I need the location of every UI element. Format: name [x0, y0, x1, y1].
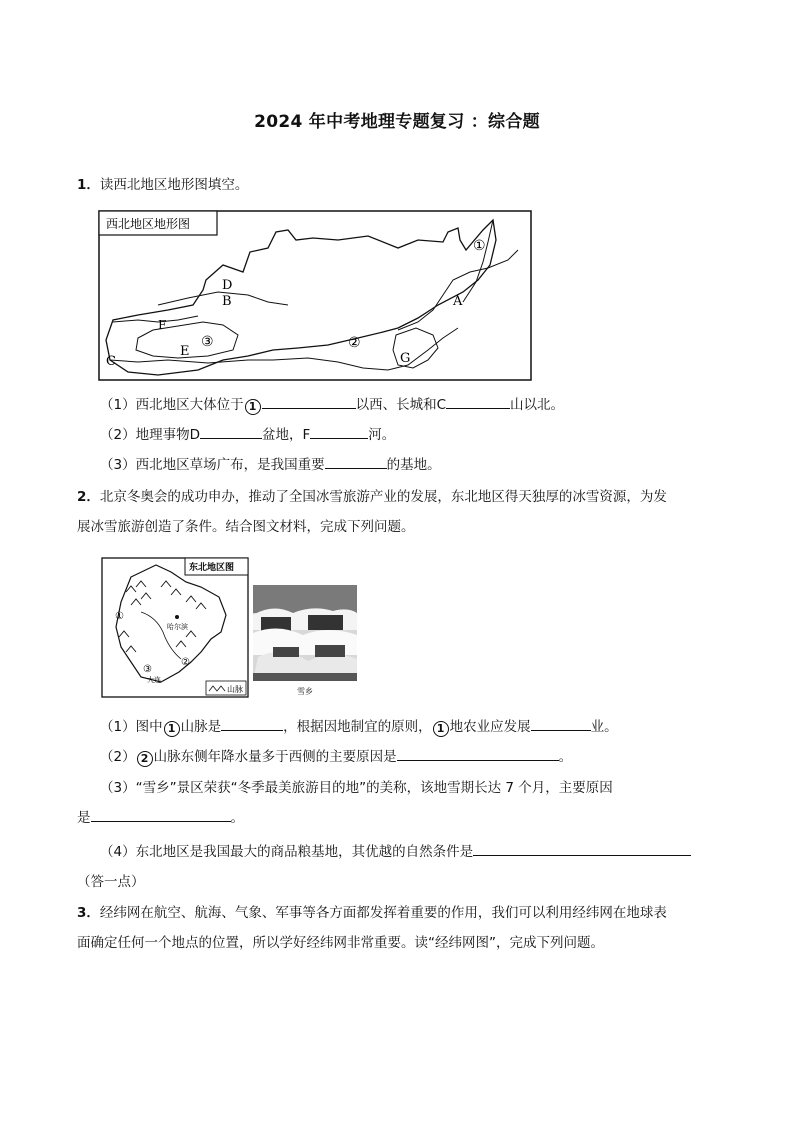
label-circle-2: ② [348, 335, 361, 351]
label-circle-3: ③ [201, 334, 214, 350]
label-A: A [453, 294, 463, 309]
label-F: F [158, 318, 167, 332]
label-circle-2: ② [181, 657, 190, 668]
answer-blank[interactable] [262, 394, 356, 409]
label-D: D [222, 278, 233, 293]
label-B: B [222, 294, 232, 309]
snow-town-photo [253, 585, 357, 698]
answer-blank[interactable] [325, 454, 387, 469]
photo-caption: 雪乡 [297, 687, 313, 696]
label-harbin: 哈尔滨 [167, 623, 188, 631]
map-title: 东北地区图 [189, 563, 235, 573]
q2-sub-2: （2） 2 山脉东侧年降水量多于西侧的主要原因是 。 [100, 746, 572, 768]
q2-sub-4-note: （答一点） [77, 874, 145, 890]
label-C: C [106, 354, 116, 369]
circled-number: 1 [164, 721, 180, 737]
q1-sub-3: （3）西北地区草场广布，是我国重要 的基地。 [100, 454, 441, 476]
q2-sub-3-line2: 是 。 [77, 807, 244, 829]
answer-blank[interactable] [91, 807, 231, 822]
label-circle-3: ③ [143, 664, 152, 675]
northeast-map [101, 557, 249, 698]
document-title: 2024 年中考地理专题复习 ：综合题 [254, 112, 540, 132]
answer-blank[interactable] [397, 746, 559, 761]
answer-blank[interactable] [446, 394, 510, 409]
label-G: G [400, 351, 411, 366]
question-number: 1． [77, 177, 100, 193]
map-title: 西北地区地形图 [106, 217, 191, 231]
answer-blank[interactable] [200, 424, 262, 439]
legend-mountain: 山脉 [227, 685, 243, 694]
label-circle-1: ① [115, 611, 124, 622]
question-3-stem-line2: 面确定任何一个地点的位置，所以学好经纬网非常重要。读“经纬网图”，完成下列问题。 [77, 935, 604, 951]
answer-blank[interactable] [310, 424, 368, 439]
answer-blank[interactable] [473, 841, 691, 856]
label-dalian: 大连 [147, 676, 161, 684]
q1-sub-2: （2）地理事物D 盆地，F 河。 [100, 424, 395, 446]
answer-blank[interactable] [531, 716, 591, 731]
question-3-stem-line1: 3．经纬网在航空、航海、气象、军事等各方面都发挥着重要的作用，我们可以利用经纬网在地球表 [77, 905, 667, 921]
q2-sub-4: （4）东北地区是我国最大的商品粮基地，其优越的自然条件是 [100, 841, 691, 863]
circled-number: 1 [433, 721, 449, 737]
answer-blank[interactable] [221, 716, 283, 731]
question-2-stem-line2: 展冰雪旅游创造了条件。结合图文材料，完成下列问题。 [77, 519, 415, 535]
q1-sub-1: （1）西北地区大体位于 1 以西、长城和C 山以北。 [100, 394, 564, 416]
question-1-stem: 1．读西北地区地形图填空。 [77, 177, 249, 193]
circled-number: 1 [245, 399, 261, 415]
q2-sub-3-line1: （3）“雪乡”景区荣获“冬季最美旅游目的地”的美称，该地雪期长达 7 个月，主要原因 [100, 780, 613, 796]
question-number: 2． [77, 489, 100, 505]
label-E: E [180, 344, 190, 359]
label-circle-1: ① [473, 238, 486, 254]
northwest-terrain-map [98, 210, 532, 382]
question-2-stem-line1: 2．北京冬奥会的成功申办，推动了全国冰雪旅游产业的发展，东北地区得天独厚的冰雪资源，为发 [77, 489, 667, 505]
question-number: 3． [77, 905, 100, 921]
circled-number: 2 [137, 751, 153, 767]
q2-sub-1: （1）图中 1 山脉是 ，根据因地制宜的原则， 1 地农业应发展 业。 [100, 716, 618, 738]
